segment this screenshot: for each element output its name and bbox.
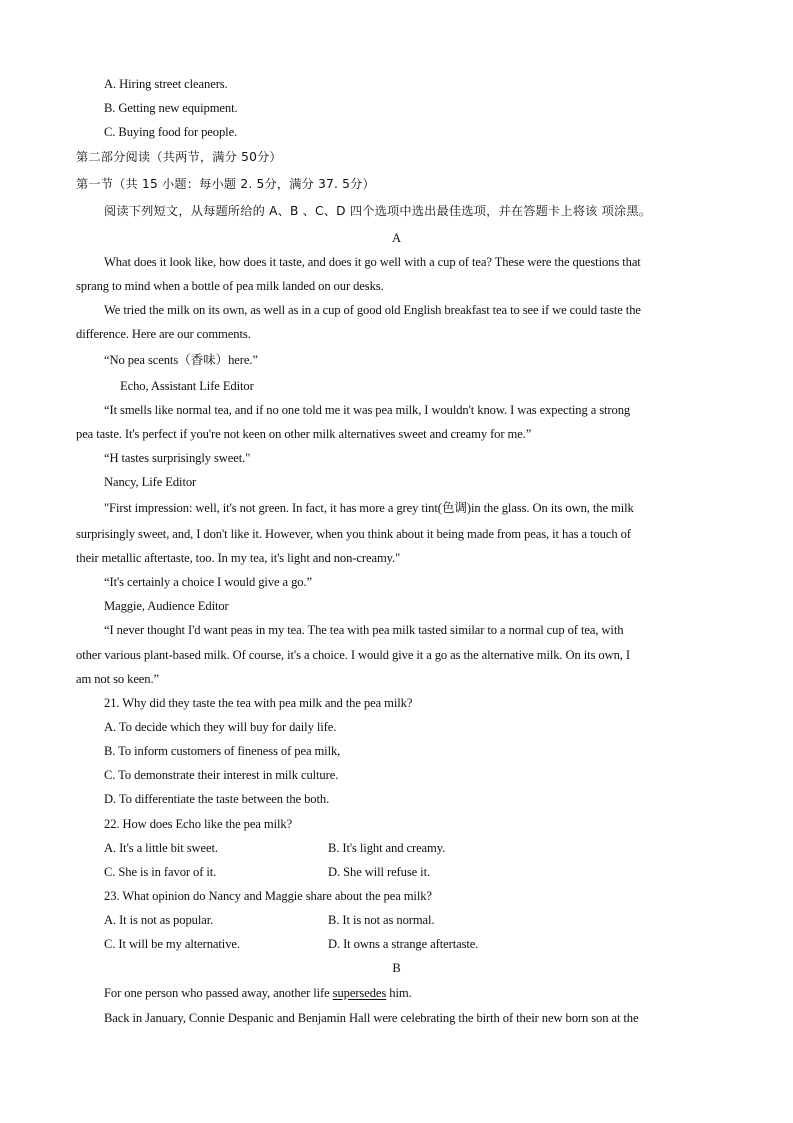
instruction-text: 阅读下列短文，从每题所给的 A、B 、C、D 四个选项中选出最佳选项，并在答题卡上将该 项涂黑。 — [104, 204, 652, 218]
passage-a-p2-line2: difference. Here are our comments. — [76, 327, 251, 341]
question-22-option-b[interactable]: B. It's light and creamy. — [328, 841, 446, 855]
passage-a-label: A — [392, 231, 401, 245]
nancy-comment-line1: "First impression: well, it's not green. In fact, it has more a grey tint(色调)in the glass. On its own, the milk — [104, 501, 634, 515]
section-subtitle: 第一节（共 15 小题：每小题 2. 5分，满分 37. 5分） — [76, 177, 375, 191]
question-22-stem: 22. How does Echo like the pea milk? — [104, 817, 293, 831]
part-title: 第二部分阅读（共两节，满分 50分） — [76, 150, 282, 164]
passage-a-p1-line2: sprang to mind when a bottle of pea milk landed on our desks. — [76, 279, 384, 293]
maggie-comment-line1: “I never thought I'd want peas in my tea. The tea with pea milk tasted similar to a normal cup of tea, with — [104, 623, 624, 637]
nancy-comment-line2: surprisingly sweet, and, I don't like it. However, when you think about it being made from peas, it has a touch of — [76, 527, 631, 541]
question-21-option-b[interactable]: B. To inform customers of fineness of pea milk, — [104, 744, 341, 758]
vocabulary-underlined-word: supersedes — [332, 986, 387, 1000]
maggie-quote-heading: “It's certainly a choice I would give a go.” — [104, 575, 313, 589]
question-23-option-c[interactable]: C. It will be my alternative. — [104, 937, 240, 951]
passage-b-p2-line1: Back in January, Connie Despanic and Benjamin Hall were celebrating the birth of their new born son at the — [104, 1011, 639, 1025]
maggie-comment-line3: am not so keen.” — [76, 672, 160, 686]
prev-option-b: B. Getting new equipment. — [104, 101, 238, 115]
question-21-stem: 21. Why did they taste the tea with pea milk and the pea milk? — [104, 696, 413, 710]
nancy-comment-line3: their metallic aftertaste, too. In my tea, it's light and non-creamy." — [76, 551, 401, 565]
question-21-option-c[interactable]: C. To demonstrate their interest in milk culture. — [104, 768, 339, 782]
question-23-option-a[interactable]: A. It is not as popular. — [104, 913, 214, 927]
question-22-option-a[interactable]: A. It's a little bit sweet. — [104, 841, 218, 855]
prev-option-a: A. Hiring street cleaners. — [104, 77, 228, 91]
echo-quote-heading: “No pea scents（香味）here.” — [104, 353, 258, 367]
echo-comment-line2: pea taste. It's perfect if you're not keen on other milk alternatives sweet and creamy for me.” — [76, 427, 532, 441]
passage-b-label: B — [392, 961, 401, 975]
maggie-comment-line2: other various plant-based milk. Of course, it's a choice. I would give it a go as the alternative milk. On its own, I — [76, 648, 630, 662]
question-23-option-d[interactable]: D. It owns a strange aftertaste. — [328, 937, 479, 951]
echo-author: Echo, Assistant Life Editor — [120, 379, 254, 393]
question-21-option-a[interactable]: A. To decide which they will buy for daily life. — [104, 720, 337, 734]
echo-comment-line1: “It smells like normal tea, and if no one told me it was pea milk, I wouldn't know. I was expecting a strong — [104, 403, 631, 417]
nancy-quote-heading: “H tastes surprisingly sweet." — [104, 451, 251, 465]
question-23-stem: 23. What opinion do Nancy and Maggie share about the pea milk? — [104, 889, 432, 903]
passage-a-p1-line1: What does it look like, how does it taste, and does it go well with a cup of tea? These were the questions that — [104, 255, 641, 269]
passage-b-p1 — [104, 985, 412, 1001]
maggie-author: Maggie, Audience Editor — [104, 599, 229, 613]
prev-option-c: C. Buying food for people. — [104, 125, 238, 139]
passage-a-p2-line1: We tried the milk on its own, as well as in a cup of good old English breakfast tea to see if we could taste the — [104, 303, 641, 317]
nancy-author: Nancy, Life Editor — [104, 475, 197, 489]
question-23-option-b[interactable]: B. It is not as normal. — [328, 913, 435, 927]
question-22-option-d[interactable]: D. She will refuse it. — [328, 865, 431, 879]
question-22-option-c[interactable]: C. She is in favor of it. — [104, 865, 217, 879]
passage-b-p1-after: him. — [386, 986, 412, 1000]
question-21-option-d[interactable]: D. To differentiate the taste between the both. — [104, 792, 330, 806]
passage-b-p1-before: For one person who passed away, another life — [104, 986, 333, 1000]
